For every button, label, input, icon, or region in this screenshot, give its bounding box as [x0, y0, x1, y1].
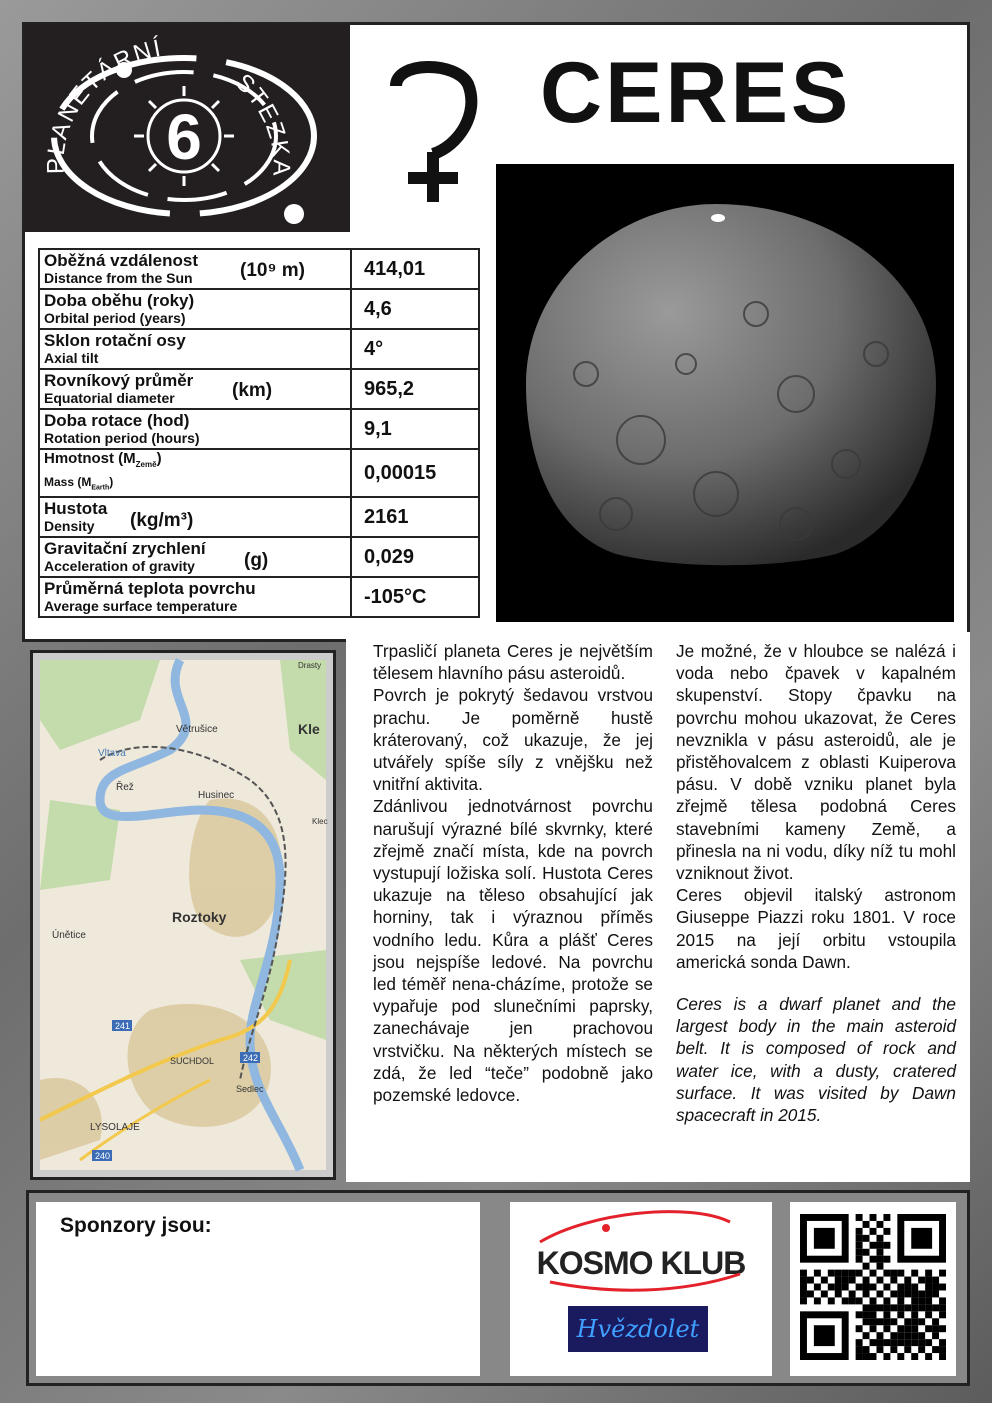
property-en: Mass (M: [44, 475, 92, 489]
paragraph: Je možné, že v hloubce se nalézá i voda nebo čpavek v kapalném skupenství. Stopy čpavku na povrchu mohou ukazovat, že Ceres nevznikla v pásu asteroidů, ale je přistěhovalcem z oblasti Kuiperova pásu. V době vzniku planet byla zřejmě tělesa podobná Ceres stavebními kameny Země, a přinesla na ni vodu, díky níž tu mohl vzniknout život.: [676, 641, 956, 884]
logo-arc-bottom-text: STEZKA: [230, 68, 295, 178]
property-value: 0,00015: [351, 449, 479, 497]
property-value: 4,6: [351, 289, 479, 329]
property-cz: Doba rotace (hod): [44, 411, 190, 430]
property-value: 9,1: [351, 409, 479, 449]
ceres-photo: [496, 164, 954, 622]
sponsors-label: Sponzory jsou:: [60, 1214, 212, 1237]
road-number-label: 241: [115, 1021, 131, 1031]
property-value: 2161: [351, 497, 479, 537]
table-row: [39, 369, 479, 409]
map-label: Kle: [298, 721, 320, 737]
table-row: [39, 577, 479, 617]
properties-table: [38, 248, 480, 618]
property-en: Acceleration of gravity: [44, 558, 195, 575]
trail-number: 6: [166, 101, 202, 173]
table-row: [39, 409, 479, 449]
property-en: Average surface temperature: [44, 598, 238, 615]
property-en: Distance from the Sun: [44, 270, 193, 286]
location-map[interactable]: [40, 660, 326, 1170]
property-value: 414,01: [351, 249, 479, 289]
table-row: [39, 249, 479, 289]
kosmo-klub-text: KOSMO KLUB: [536, 1245, 746, 1281]
table-row: [39, 329, 479, 369]
property-en: Density: [44, 518, 95, 535]
planetarni-stezka-logo: [24, 24, 350, 232]
map-label: Klec: [312, 817, 328, 826]
property-en: Equatorial diameter: [44, 390, 175, 406]
property-en: Orbital period (years): [44, 310, 186, 326]
property-cz: Hustota: [44, 499, 108, 519]
property-cz-end: ): [156, 450, 162, 467]
map-label: Roztoky: [172, 909, 227, 925]
property-en-end: ): [109, 475, 114, 489]
property-unit: (10⁹ m): [240, 260, 305, 281]
property-cz: Sklon rotační osy: [44, 331, 186, 350]
property-value: -105°C: [351, 577, 479, 617]
map-label: Drasty: [298, 661, 322, 670]
moon-icon: [284, 204, 304, 224]
ceres-symbol-icon: [378, 56, 488, 206]
table-row: [39, 537, 479, 577]
paragraph: Trpasličí planeta Ceres je největším tělesem hlavního pásu asteroidů.: [373, 641, 653, 684]
property-cz: Rovníkový průměr: [44, 371, 194, 390]
property-cz: Průměrná teplota povrchu: [44, 579, 256, 599]
map-label: Řež: [116, 782, 134, 793]
hvezdolet-logo[interactable]: [568, 1306, 708, 1352]
text-column-2: [676, 640, 956, 1126]
paragraph: Zdánlivou jednotvárnost povrchu narušují výrazné bílé skvrnky, které zřejmě značí místa, kde na povrch vystupují ložiska solí. Hustota Ceres ukazuje na těleso obsahující jak horniny, tak i výraznou příměs vodního ledu. Kůra a plášť Ceres jsou nejspíše ledové. Na povrchu led téměř nena-cházíme, protože se vypařuje pod slunečními paprsky, zanechávaje jen prachovou vrstvičku. Na některých místech se zdá, že led “teče” podobně jako pozemské ledovce.: [373, 796, 653, 1106]
property-en: Axial tilt: [44, 350, 99, 366]
map-label: Větrušice: [176, 724, 218, 735]
map-label: Vltava: [98, 748, 126, 759]
map-label: LYSOLAJE: [90, 1122, 140, 1133]
property-cz: Hmotnost (M: [44, 450, 136, 467]
paragraph: Ceres objevil italský astronom Giuseppe Piazzi roku 1801. V roce 2015 na její orbitu vstoupila americká sonda Dawn.: [676, 885, 956, 972]
property-unit: (km): [232, 380, 273, 401]
qr-code[interactable]: [790, 1202, 956, 1376]
sponsors-box: [36, 1202, 480, 1376]
paragraph: Povrch je pokrytý šedavou vrstvou prachu. Je poměrně hustě kráterovaný, což ukazuje, že jej utvářely spíše síly z vnějšku než vnitřní aktivita.: [373, 685, 653, 795]
property-value: 4°: [351, 329, 479, 369]
property-en: Rotation period (hours): [44, 430, 200, 446]
road-number-label: 242: [243, 1053, 259, 1063]
property-unit: (g): [244, 550, 269, 572]
property-value: 965,2: [351, 369, 479, 409]
sponsor-logos-box: [510, 1202, 772, 1376]
text-column-1: [373, 640, 653, 1106]
table-row: [39, 497, 479, 537]
property-cz: Oběžná vzdálenost: [44, 251, 198, 270]
property-cz-sub: Země: [135, 460, 157, 469]
planet-title: CERES: [540, 45, 852, 141]
map-label: SUCHDOL: [170, 1056, 215, 1066]
road-number-label: 240: [95, 1151, 111, 1161]
property-cz: Gravitační zrychlení: [44, 539, 206, 559]
logo-arc-top-text: PLANETÁRNÍ: [42, 34, 165, 175]
english-summary: Ceres is a dwarf planet and the largest body in the main asteroid belt. It is composed of rock and water ice, with a dusty, cratered surface. It was visited by Dawn spacecraft in 2015.: [676, 994, 956, 1126]
property-en-sub: Earth: [91, 484, 110, 492]
map-label: Husinec: [198, 790, 235, 801]
map-label: Sedlec: [236, 1084, 264, 1094]
map-label: Únětice: [52, 930, 86, 941]
hvezdolet-text: Hvězdolet: [576, 1315, 700, 1343]
property-unit: (kg/m³): [130, 510, 194, 532]
property-cz: Doba oběhu (roky): [44, 291, 195, 310]
table-row: [39, 289, 479, 329]
property-value: 0,029: [351, 537, 479, 577]
table-row: [39, 449, 479, 497]
